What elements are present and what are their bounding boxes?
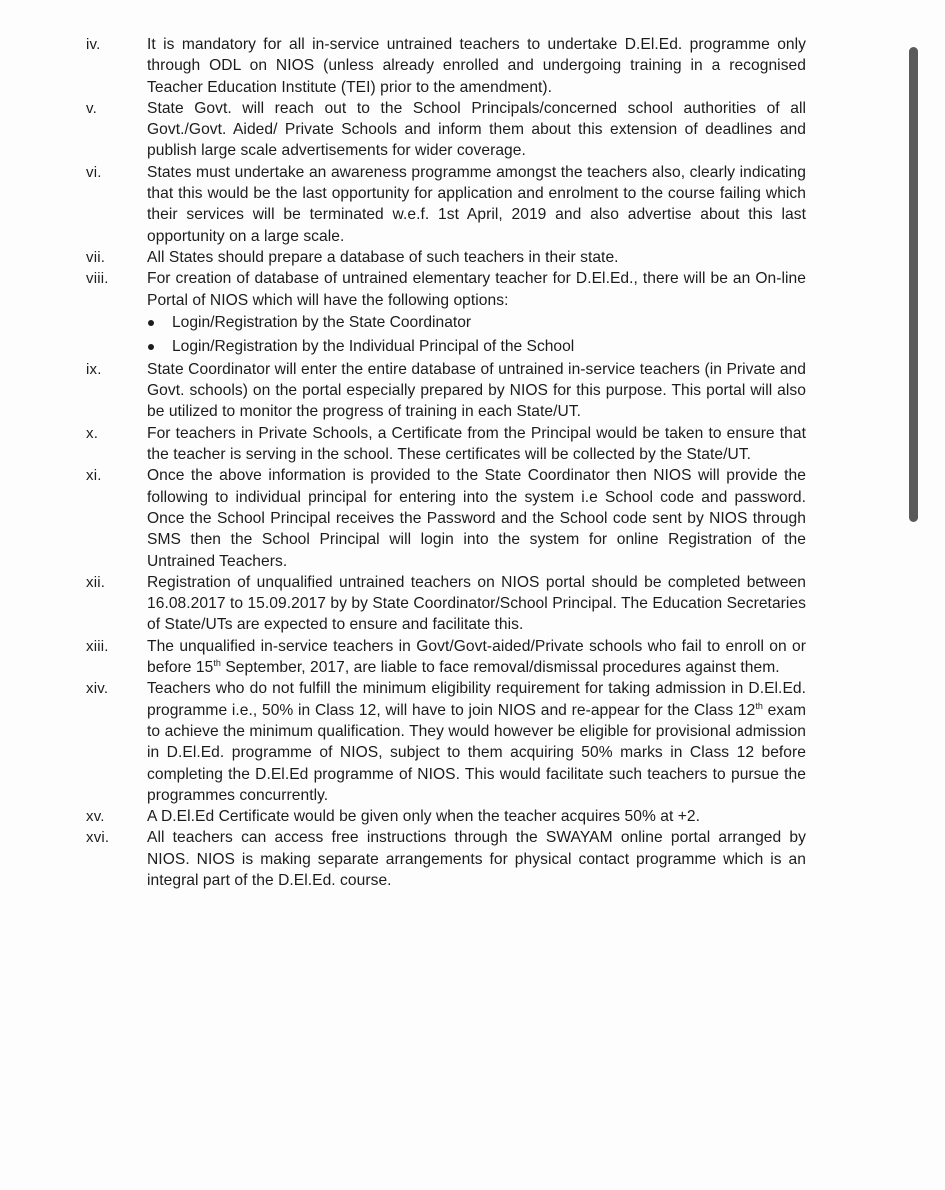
list-item-v — [86, 98, 806, 162]
list-item-ix — [86, 359, 806, 423]
text-part: The unqualified in-service teachers in Govt/Govt-aided/Private schools who fail to enroll on or before 15 — [147, 637, 806, 677]
text-part: Teachers who do not fulfill the minimum eligibility requirement for taking admission in D.El.Ed. programme i.e., 50% in Class 12, will have to join NIOS and re-appear for the Class 12 — [147, 680, 806, 719]
item-text: For teachers in Private Schools, a Certificate from the Principal would be taken to ensure that the teacher is serving in the school. These certificates will be collected by the State/UT. — [147, 424, 806, 464]
numbered-list — [86, 34, 806, 891]
bullet-icon — [148, 344, 154, 350]
item-number: vi. — [86, 163, 102, 181]
item-text: States must undertake an awareness programme amongst the teachers also, clearly indicating that this would be the last opportunity for application and enrolment to the course failing which their services will be terminated w.e.f. 1st April, 2019 and also advertise about this last opportunity on a large scale. — [147, 163, 806, 245]
list-item-viii — [86, 268, 806, 311]
list-item-xii — [86, 572, 806, 636]
item-text: All States should prepare a database of such teachers in their state. — [147, 248, 619, 266]
bullet-list — [86, 311, 806, 359]
bullet-text: Login/Registration by the Individual Principal of the School — [172, 337, 575, 355]
item-text: State Govt. will reach out to the School Principals/concerned school authorities of all Govt./Govt. Aided/ Private Schools and inform them about this extension of deadlines and publish large scale advertisements for wider coverage. — [147, 99, 806, 160]
item-text: State Coordinator will enter the entire database of untrained in-service teachers (in Private and Govt. schools) on the portal especially prepared by NIOS for this purpose. This portal will also be utilized to monitor the progress of training in each State/UT. — [147, 360, 806, 421]
item-number: ix. — [86, 360, 102, 378]
item-number: xvi. — [86, 829, 110, 847]
item-number: xiv. — [86, 680, 109, 698]
list-item-vii — [86, 247, 806, 268]
superscript: th — [213, 657, 221, 668]
item-number: x. — [86, 424, 99, 442]
list-item-xiv — [86, 678, 806, 806]
text-part: exam to achieve the minimum qualification. They would however be eligible for provisional admission in D.El.Ed. programme of NIOS, subject to them acquiring 50% marks in Class 12 before completing the D.El.Ed programme of NIOS. This would facilitate such teachers to pursue the programmes concurrently. — [147, 701, 807, 804]
list-item-xi — [86, 465, 806, 571]
item-text: Once the above information is provided to the State Coordinator then NIOS will provide the following to individual principal for entering into the system i.e School code and password. Once the School Principal receives the Password and the School code sent by NIOS through SMS then the School Principal will login into the system for online Registration of the Untrained Teachers. — [147, 467, 806, 570]
item-text — [147, 636, 806, 679]
item-text: Registration of unqualified untrained teachers on NIOS portal should be completed between 16.08.2017 to 15.09.2017 by by State Coordinator/School Principal. The Education Secretaries of State/UTs are expected to ensure and facilitate this. — [147, 573, 806, 634]
item-text — [147, 678, 806, 806]
item-number: v. — [86, 99, 97, 117]
item-text: For creation of database of untrained elementary teacher for D.El.Ed., there will be an On-line Portal of NIOS which will have the following options: — [147, 270, 806, 309]
vertical-scrollbar-thumb[interactable] — [909, 47, 918, 522]
item-number: xiii. — [86, 637, 109, 655]
superscript: th — [755, 700, 763, 711]
list-item-vi — [86, 162, 806, 247]
item-number: viii. — [86, 270, 109, 288]
text-part: September, 2017, are liable to face removal/dismissal procedures against them. — [220, 659, 780, 677]
item-text: A D.El.Ed Certificate would be given only when the teacher acquires 50% at +2. — [147, 808, 701, 826]
list-item-x — [86, 423, 806, 466]
bullet-icon — [148, 320, 154, 326]
list-item-xvi — [86, 827, 806, 891]
item-number: xi. — [86, 467, 102, 485]
item-text: It is mandatory for all in-service untrained teachers to undertake D.El.Ed. programme only through ODL on NIOS (unless already enrolled and undergoing training in a recognised Teacher Education Institute (TEI) prior to the amendment). — [147, 36, 806, 96]
list-item-xiii — [86, 636, 806, 679]
item-number: xv. — [86, 808, 105, 826]
item-text: All teachers can access free instructions through the SWAYAM online portal arranged by NIOS. NIOS is making separate arrangements for physical contact programme which is an integral part of the D.El.Ed. course. — [147, 829, 806, 889]
item-number: iv. — [86, 36, 101, 53]
item-number: vii. — [86, 248, 106, 266]
bullet-item — [144, 311, 806, 335]
item-number: xii. — [86, 573, 106, 591]
list-item-xv — [86, 806, 806, 827]
bullet-text: Login/Registration by the State Coordinator — [172, 313, 472, 331]
list-item-iv — [86, 34, 806, 98]
bullet-item — [144, 335, 806, 359]
